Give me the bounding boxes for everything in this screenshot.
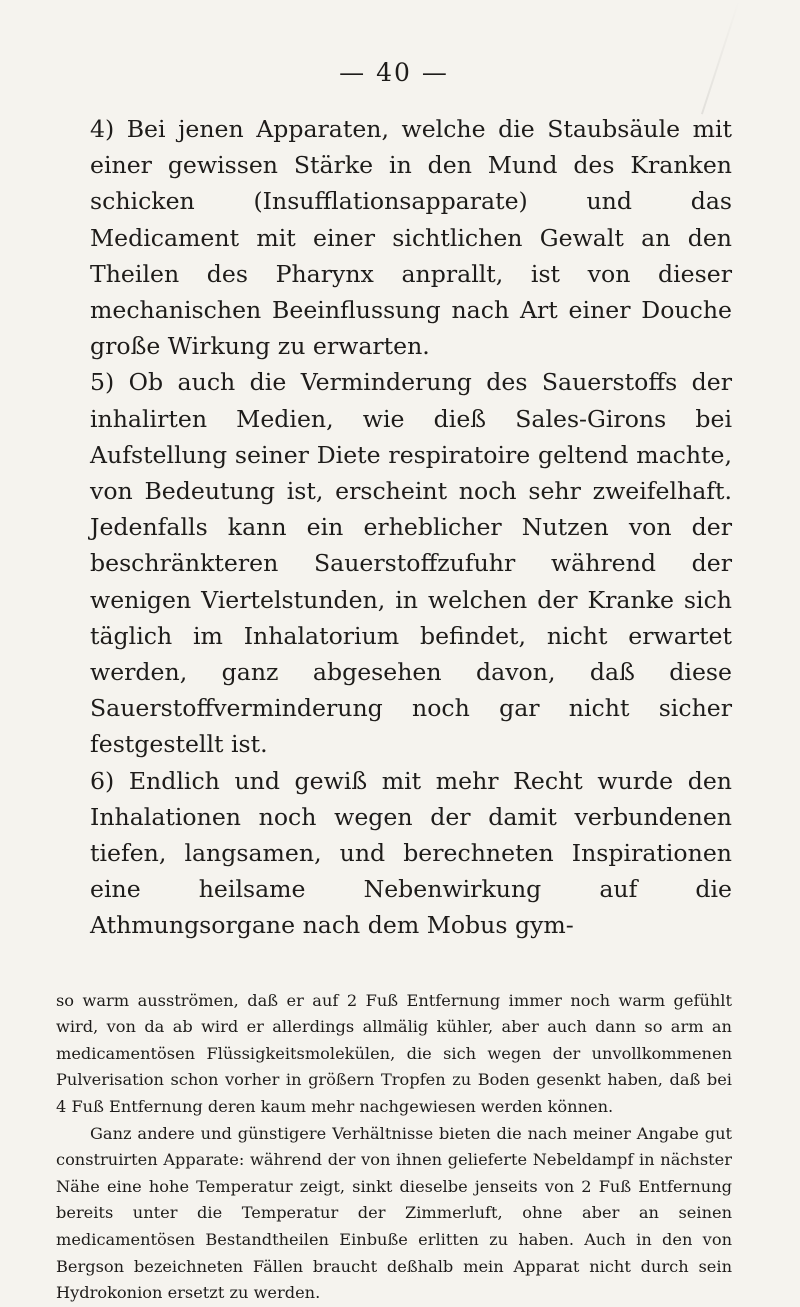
footnote-continuation: so warm ausströmen, daß er auf 2 Fuß Entfernung immer noch warm gefühlt wird, von da ab wird er allerdings allmälig kühler, aber auch dann so arm an medicamentösen Flüssigkeitsmolekülen, die sich wegen der unvollkommenen Pulverisation schon vorher in größern Tropfen zu Boden gesenkt haben, daß bei 4 Fuß Entfernung deren kaum mehr nachgewiesen werden können. xyxy=(56,990,732,1117)
main-text xyxy=(56,111,732,944)
paragraph-6: 6) Endlich und gewiß mit mehr Recht wurde den Inhalationen noch wegen der damit verbundenen tiefen, langsamen, und berechneten Inspirationen eine heilsame Nebenwirkung auf die Athmungsorgane nach dem Mobus gym- xyxy=(90,766,732,940)
footnotes xyxy=(56,988,732,1307)
page-number: — 40 — xyxy=(339,58,449,87)
paragraph-4: 4) Bei jenen Apparaten, welche die Staubsäule mit einer gewissen Stärke in den Mund des Kranken schicken (Insufflationsapparate) und das Medicament mit einer sichtlichen Gewalt an den Theilen des Pharynx anprallt, ist von dieser mechanischen Beeinflussung nach Art einer Douche große Wirkung zu erwarten. xyxy=(90,115,732,361)
footnote-paragraph: Ganz andere und günstigere Verhältnisse bieten die nach meiner Angabe gut construirten Apparate: während der von ihnen gelieferte Nebeldampf in nächster Nähe eine hohe Temperatur zeigt, sinkt dieselbe jenseits von 2 Fuß Entfernung bereits unter die Temperatur der Zimmerluft, ohne aber an seinen medicamentösen Bestandtheilen Einbuße erlitten zu haben. Auch in den von Bergson bezeichneten Fällen braucht deßhalb mein Apparat nicht durch sein Hydrokonion ersetzt zu werden. xyxy=(56,1123,732,1303)
paragraph-5: 5) Ob auch die Verminderung des Sauerstoffs der inhalirten Medien, wie dieß Sales-Girons bei Aufstellung seiner Diete respiratoire geltend machte, von Bedeutung ist, erscheint noch sehr zweifelhaft. Jedenfalls kann ein erheblicher Nutzen von der beschränkteren Sauerstoffzufuhr während der wenigen Viertelstunden, in welchen der Kranke sich täglich im Inhalatorium befindet, nicht erwartet werden, ganz abgesehen davon, daß diese Sauerstoffverminderung noch gar nicht sicher festgestellt ist. xyxy=(90,368,732,759)
